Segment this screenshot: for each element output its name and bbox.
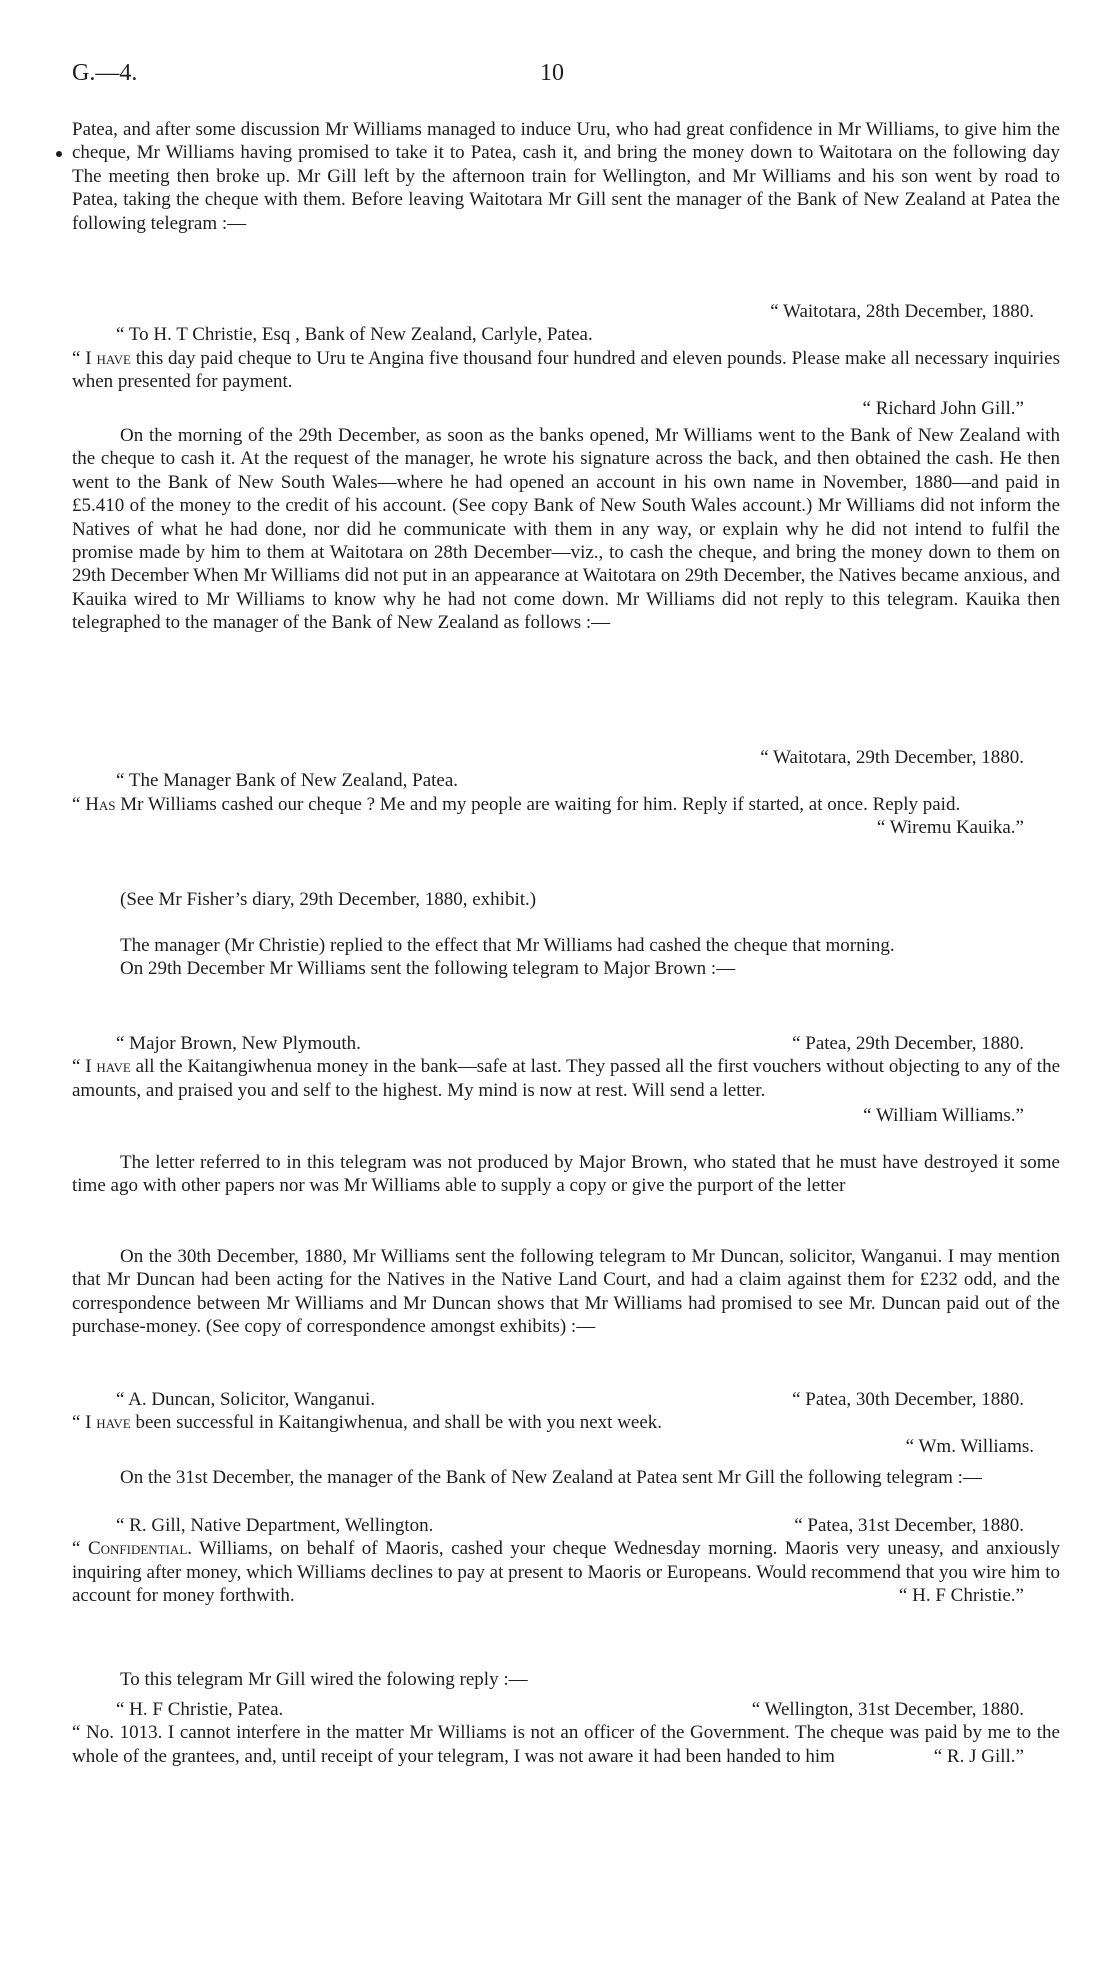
telegram-body: “ Has Mr Williams cashed our cheque ? Me and my people are waiting for him. Reply if started, at once. Reply paid. [72, 793, 961, 815]
telegram-header-row [72, 1388, 1060, 1411]
body-paragraph: On the 31st December, the manager of the Bank of New Zealand at Patea sent Mr Gill the following telegram :— [120, 1467, 982, 1488]
telegram-signature: “ Richard John Gill.” [862, 397, 1024, 419]
telegram-gill-to-christie [72, 300, 1060, 420]
telegram-addressee: “ H. F Christie, Patea. [116, 1699, 284, 1720]
telegram-place-date: “ Waitotara, 29th December, 1880. [760, 747, 1024, 768]
body-paragraph: On 29th December Mr Williams sent the following telegram to Major Brown :— [120, 958, 736, 980]
document-reference: G.—4. [72, 60, 138, 86]
intro-block [72, 118, 1060, 235]
telegram-place-date: “ Waitotara, 28th December, 1880. [770, 301, 1034, 322]
telegram-signature: “ Wm. Williams. [905, 1435, 1034, 1457]
body-paragraph: The manager (Mr Christie) replied to the effect that Mr Williams had cashed the cheque that morning. [120, 935, 895, 956]
telegram-addressee: “ To H. T Christie, Esq , Bank of New Zealand, Carlyle, Patea. [116, 324, 593, 346]
body-paragraph: The letter referred to in this telegram was not produced by Major Brown, who stated that he must have destroyed it some time ago with other papers nor was Mr Williams able to supply a copy or give the purport of the letter [72, 1152, 1060, 1197]
telegram-body: “ I have all the Kaitangiwhenua money in the bank—safe at last. They passed all the first vouchers without objecting to any of the amounts, and praised you and self to the highest. My mind is now at rest. Will send a letter. [72, 1056, 1061, 1101]
telegram-place-date: “ Wellington, 31st December, 1880. [751, 1699, 1024, 1720]
telegram-signature: “ H. F Christie.” [898, 1585, 1024, 1607]
telegram-header-row [72, 1032, 1060, 1055]
telegram-gill-to-christie-reply [72, 1698, 1060, 1768]
telegram-place-date: “ Patea, 30th December, 1880. [792, 1389, 1024, 1410]
telegram-header-row [72, 1514, 1060, 1537]
telegram-header-row [72, 1698, 1060, 1721]
margin-dot-mark [56, 151, 62, 157]
telegram-addressee: “ Major Brown, New Plymouth. [116, 1033, 361, 1054]
telegram-williams-to-brown [72, 1032, 1060, 1128]
paragraph-29th-december [72, 424, 1060, 635]
telegram-body: “ No. 1013. I cannot interfere in the matter Mr Williams is not an officer of the Government. The cheque was paid by me to the whole of the grantees, and, until receipt of your telegram, I was not aware it had been handed to him [72, 1722, 1060, 1767]
telegram-signature: “ R. J Gill.” [933, 1745, 1024, 1767]
paragraph-30th-december [72, 1245, 1060, 1339]
body-paragraph: On the morning of the 29th December, as soon as the banks opened, Mr Williams went to the Bank of New Zealand with the cheque to cash it. At the request of the manager, he wrote his signature across the back, and then obtained the cash. He then went to the Bank of New South Wales—where he had opened an account in his own name in November, 1880—and paid in £5.410 of the money to the credit of his account. (See copy Bank of New South Wales account.) Mr Williams did not inform the Natives of what he had done, nor did he communicate with them in any way, or explain why he did not intend to fulfil the promise made by him to them at Waitotara on 28th December—viz., to cash the cheque, and bring the money down to them on 29th December When Mr Williams did not put in an appearance at Waitotara on 29th December, the Natives became anxious, and Kauika wired to Mr Williams to know why he had not come down. Mr Williams did not reply to this telegram. Kauika then telegraphed to the manager of the Bank of New Zealand as follows :— [72, 425, 1060, 634]
paragraph-letter-referred [72, 1151, 1060, 1198]
telegram-kauika-to-manager [72, 746, 1060, 840]
telegram-addressee: “ The Manager Bank of New Zealand, Patea. [116, 770, 459, 792]
body-paragraph: (See Mr Fisher’s diary, 29th December, 1880, exhibit.) [120, 889, 537, 910]
telegram-addressee: “ A. Duncan, Solicitor, Wanganui. [116, 1389, 376, 1410]
telegram-place-date: “ Patea, 29th December, 1880. [792, 1033, 1024, 1054]
telegram-body: “ I have been successful in Kaitangiwhenua, and shall be with you next week. [72, 1412, 663, 1434]
telegram-place-date: “ Patea, 31st December, 1880. [794, 1515, 1024, 1536]
see-fisher-note [72, 888, 1060, 911]
telegram-signature: “ Wiremu Kauika.” [876, 817, 1024, 839]
paragraph-gill-reply [72, 1668, 1060, 1691]
intro-paragraph: Patea, and after some discussion Mr Williams managed to induce Uru, who had great confidence in Mr Williams, to give him the cheque, Mr Williams having promised to take it to Patea, cash it, and bring the money down to Waitotara on the following day The meeting then broke up. Mr Gill left by the afternoon train for Wellington, and Mr Williams and his son went by road to Patea, taking the cheque with them. Before leaving Waitotara Mr Gill sent the manager of the Bank of New Zealand at Patea the following telegram :— [72, 119, 1060, 234]
body-paragraph: To this telegram Mr Gill wired the folowing reply :— [120, 1669, 528, 1690]
telegram-body: “ Confidential. Williams, on behalf of Maoris, cashed your cheque Wednesday morning. Maoris very uneasy, and anxiously inquiring after money, which Williams declines to pay at present to Maoris or Europeans. Would recommend that you wire him to account for money forthwith. [72, 1538, 1061, 1607]
telegram-addressee: “ R. Gill, Native Department, Wellington. [116, 1515, 434, 1536]
paragraph-manager-reply [72, 934, 1060, 981]
telegram-williams-to-duncan [72, 1388, 1060, 1458]
page-number: 10 [540, 60, 564, 86]
telegram-body: “ I have this day paid cheque to Uru te Angina five thousand four hundred and eleven pounds. Please make all necessary inquiries when presented for payment. [72, 347, 1060, 393]
telegram-christie-to-gill [72, 1514, 1060, 1608]
telegram-signature: “ William Williams.” [863, 1105, 1024, 1127]
body-paragraph: On the 30th December, 1880, Mr Williams sent the following telegram to Mr Duncan, solicitor, Wanganui. I may mention that Mr Duncan had been acting for the Natives in the Native Land Court, and had a claim against them for £232 odd, and the correspondence between Mr Williams and Mr Duncan shows that Mr Williams had promised to see Mr. Duncan paid out of the purchase-money. (See copy of correspondence amongst exhibits) :— [72, 1246, 1060, 1338]
paragraph-31st-december [72, 1466, 1060, 1489]
